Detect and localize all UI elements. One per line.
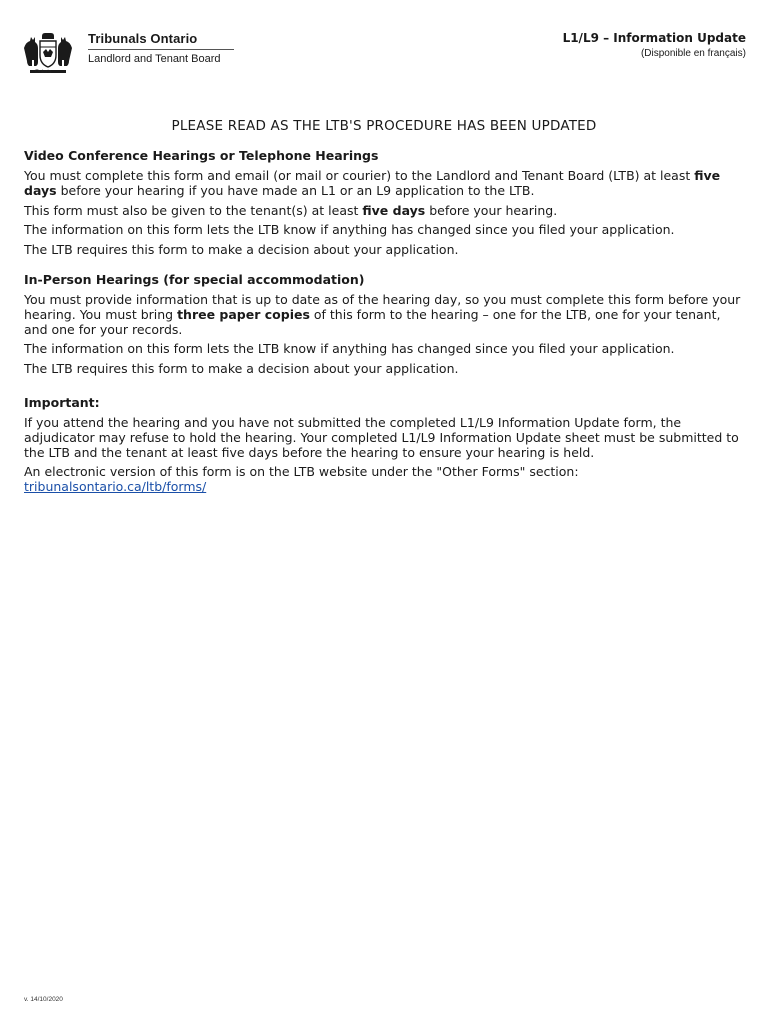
version-stamp: v. 14/10/2020 xyxy=(24,996,63,1003)
paragraph: If you attend the hearing and you have not submitted the completed L1/L9 Information Update form, the adjudicator may refuse to hold the hearing. Your completed L1/L9 Information Update sheet must be submitted to the LTB and the tenant at least five days before the hearing to ensure your hearing is held. xyxy=(24,414,739,460)
page-header xyxy=(0,0,768,90)
spacer xyxy=(24,382,746,395)
emphasis: three paper copies xyxy=(177,306,310,322)
paragraph: This form must also be given to the tenant(s) at least five days before your hearing. xyxy=(24,202,558,218)
logo-caption: Ontario xyxy=(35,69,52,75)
organization-block xyxy=(88,31,234,65)
organization-subtitle: Landlord and Tenant Board xyxy=(88,53,221,65)
page-title: PLEASE READ AS THE LTB'S PROCEDURE HAS BEEN UPDATED xyxy=(171,118,597,134)
organization-name: Tribunals Ontario xyxy=(88,31,198,46)
paragraph: An electronic version of this form is on the LTB website under the "Other Forms" section: tribunalsontario.ca/ltb/forms/ xyxy=(24,464,579,495)
form-title-block xyxy=(563,31,746,59)
organization-divider xyxy=(88,49,234,50)
paragraph: The LTB requires this form to make a decision about your application. xyxy=(24,242,459,258)
paragraph: You must complete this form and email (or mail or courier) to the Landlord and Tenant Board (LTB) at least five days before your hearing if you have made an L1 or an L9 application to the LTB. xyxy=(24,168,721,198)
emphasis: five days xyxy=(362,202,426,218)
paragraph: The information on this form lets the LTB know if anything has changed since you filed your application. xyxy=(24,222,675,238)
paragraph: The information on this form lets the LTB know if anything has changed since you filed your application. xyxy=(24,341,675,357)
paragraph: You must provide information that is up to date as of the hearing day, so you must complete this form before your hearing. You must bring three paper copies of this form to the hearing – one for the LTB, one for your tenant, and one for your records. xyxy=(24,291,741,337)
form-language-note: (Disponible en français) xyxy=(640,48,746,59)
ltb-forms-link[interactable]: tribunalsontario.ca/ltb/forms/ xyxy=(24,479,207,495)
section-heading-in-person: In-Person Hearings (for special accommodation) xyxy=(24,271,365,287)
emphasis: five days xyxy=(24,168,721,198)
section-heading-video: Video Conference Hearings or Telephone Hearings xyxy=(24,148,379,163)
form-title: L1/L9 – Information Update xyxy=(562,31,746,45)
document-body xyxy=(24,148,746,500)
spacer xyxy=(24,263,746,272)
paragraph: The LTB requires this form to make a decision about your application. xyxy=(24,361,459,377)
section-heading-important: Important: xyxy=(24,394,100,410)
